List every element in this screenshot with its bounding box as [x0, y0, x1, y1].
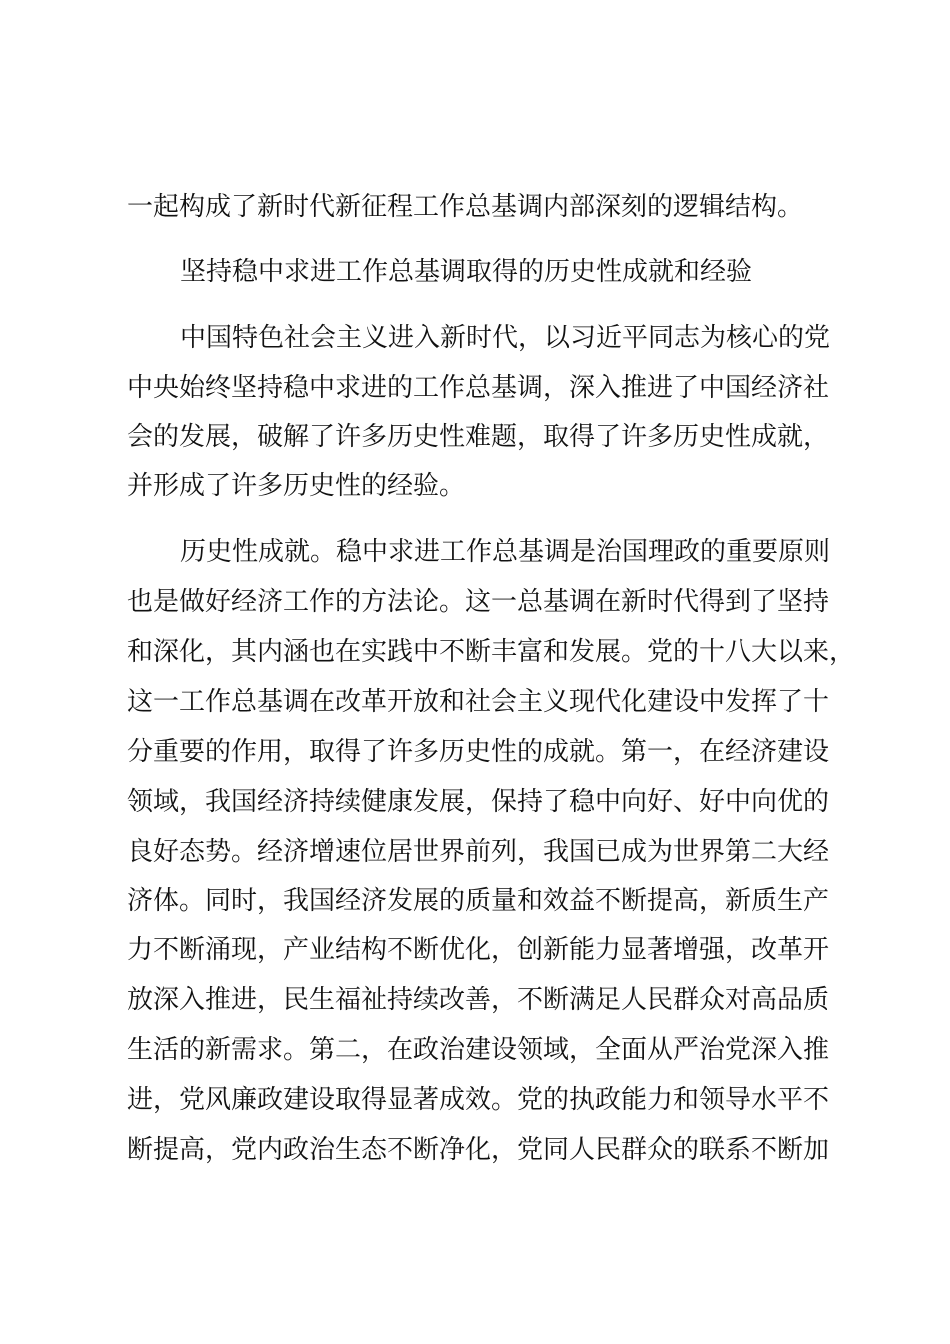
paragraph-continuation-line: 一起构成了新时代新征程工作总基调内部深刻的逻辑结构。 — [127, 192, 804, 222]
paragraph-line: 良好态势。经济增速位居世界前列，我国已成为世界第二大经 — [127, 837, 830, 867]
paragraph-line: 也是做好经济工作的方法论。这一总基调在新时代得到了坚持 — [127, 587, 830, 617]
paragraph-line: 济体。同时，我国经济发展的质量和效益不断提高，新质生产 — [127, 886, 830, 916]
paragraph-line: 和深化，其内涵也在实践中不断丰富和发展。党的十八大以来， — [127, 637, 856, 667]
paragraph-line: 断提高，党内政治生态不断净化，党同人民群众的联系不断加 — [127, 1135, 830, 1165]
section-heading: 坚持稳中求进工作总基调取得的历史性成就和经验 — [180, 257, 753, 287]
paragraph-line: 会的发展，破解了许多历史性难题，取得了许多历史性成就， — [127, 422, 830, 452]
paragraph-line: 进，党风廉政建设取得显著成效。党的执政能力和领导水平不 — [127, 1085, 830, 1115]
paragraph-line: 历史性成就。稳中求进工作总基调是治国理政的重要原则 — [180, 537, 831, 567]
paragraph-line: 并形成了许多历史性的经验。 — [127, 471, 466, 501]
paragraph-line: 分重要的作用，取得了许多历史性的成就。第一，在经济建设 — [127, 737, 830, 767]
paragraph-line: 生活的新需求。第二，在政治建设领域，全面从严治党深入推 — [127, 1035, 830, 1065]
paragraph-line: 力不断涌现，产业结构不断优化，创新能力显著增强，改革开 — [127, 935, 830, 965]
paragraph-line: 中央始终坚持稳中求进的工作总基调，深入推进了中国经济社 — [127, 373, 830, 403]
paragraph-line: 领域，我国经济持续健康发展，保持了稳中向好、好中向优的 — [127, 787, 830, 817]
paragraph-line: 中国特色社会主义进入新时代，以习近平同志为核心的党 — [180, 323, 831, 353]
paragraph-line: 放深入推进，民生福祉持续改善，不断满足人民群众对高品质 — [127, 985, 830, 1015]
paragraph-line: 这一工作总基调在改革开放和社会主义现代化建设中发挥了十 — [127, 687, 830, 717]
